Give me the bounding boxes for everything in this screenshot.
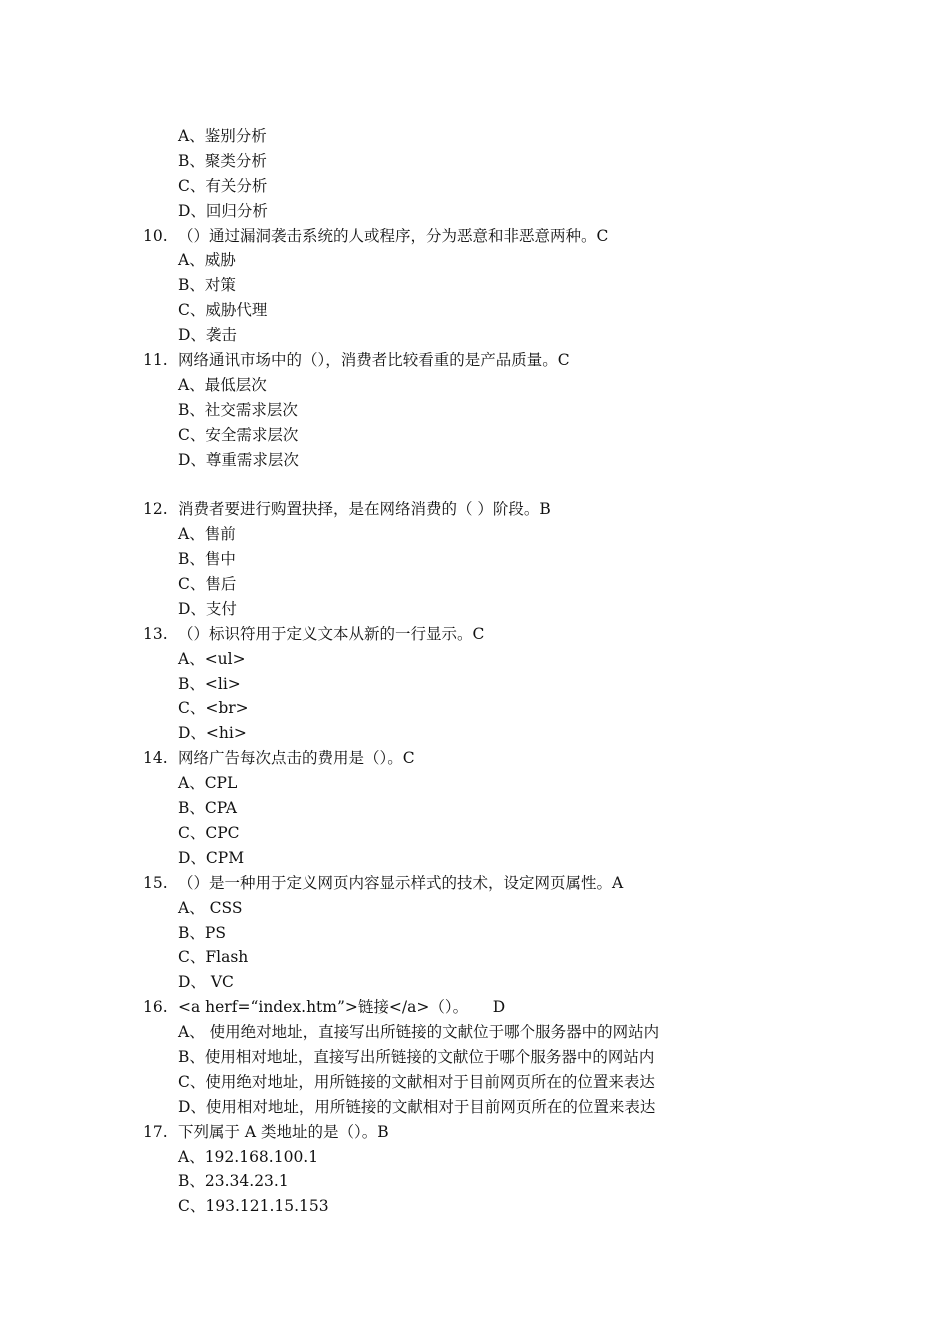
option: A、最低层次 xyxy=(178,375,267,394)
option: A、192.168.100.1 xyxy=(178,1147,319,1166)
option: D、支付 xyxy=(178,599,237,618)
question-number: 16. xyxy=(143,998,168,1017)
option: C、193.121.15.153 xyxy=(178,1197,329,1216)
option: B、对策 xyxy=(178,276,236,295)
question-number: 11. xyxy=(143,351,168,370)
question-number: 17. xyxy=(143,1122,168,1141)
question-10 xyxy=(143,224,863,249)
option: A、CPL xyxy=(178,774,238,793)
option: C、Flash xyxy=(178,948,249,967)
option: D、<hi> xyxy=(178,724,247,743)
option: D、CPM xyxy=(178,848,245,867)
question-text: 网络广告每次点击的费用是（）。C xyxy=(178,749,415,768)
option: D、 VC xyxy=(178,973,234,992)
blank-line xyxy=(143,472,863,497)
question-list xyxy=(143,124,863,1219)
question-17 xyxy=(143,1120,863,1145)
question-text: （）是一种用于定义网页内容显示样式的技术，设定网页属性。A xyxy=(178,873,624,892)
option: B、使用相对地址，直接写出所链接的文献位于哪个服务器中的网站内 xyxy=(178,1047,655,1066)
question-number: 10. xyxy=(143,226,168,245)
option: B、社交需求层次 xyxy=(178,400,298,419)
option: A、威胁 xyxy=(178,251,236,270)
option: D、尊重需求层次 xyxy=(178,450,299,469)
option: B、售中 xyxy=(178,550,236,569)
option: D、使用相对地址，用所链接的文献相对于目前网页所在的位置来表达 xyxy=(178,1097,656,1116)
option: C、<br> xyxy=(178,699,249,718)
option: C、有关分析 xyxy=(178,176,268,195)
option: B、聚类分析 xyxy=(178,151,267,170)
option: A、 CSS xyxy=(178,898,243,917)
option: B、23.34.23.1 xyxy=(178,1172,289,1191)
option: B、<li> xyxy=(178,674,241,693)
question-15 xyxy=(143,871,863,896)
question-14 xyxy=(143,746,863,771)
option: C、CPC xyxy=(178,823,240,842)
question-text: 消费者要进行购置抉择，是在网络消费的（ ）阶段。B xyxy=(178,500,551,519)
option: A、鉴别分析 xyxy=(178,127,267,145)
option: A、 使用绝对地址，直接写出所链接的文献位于哪个服务器中的网站内 xyxy=(178,1023,660,1042)
question-text: 网络通讯市场中的（），消费者比较看重的是产品质量。C xyxy=(178,351,570,370)
option: C、使用绝对地址，用所链接的文献相对于目前网页所在的位置来表达 xyxy=(178,1072,655,1091)
question-number: 12. xyxy=(143,500,168,519)
question-text: 下列属于 A 类地址的是（）。B xyxy=(178,1122,389,1141)
option: A、<ul> xyxy=(178,649,246,668)
question-number: 13. xyxy=(143,624,168,643)
option: C、安全需求层次 xyxy=(178,425,299,444)
option: C、售后 xyxy=(178,575,237,594)
question-number: 15. xyxy=(143,873,168,892)
question-text: <a herf=“index.htm”>链接</a>（）。 D xyxy=(178,998,506,1017)
question-number: 14. xyxy=(143,749,168,768)
option: B、CPA xyxy=(178,799,237,818)
question-text: （）通过漏洞袭击系统的人或程序，分为恶意和非恶意两种。C xyxy=(178,226,609,245)
question-13 xyxy=(143,622,863,647)
option: A、售前 xyxy=(178,525,236,544)
option: D、回归分析 xyxy=(178,201,268,220)
question-text: （）标识符用于定义文本从新的一行显示。C xyxy=(178,624,485,643)
option: B、PS xyxy=(178,923,226,942)
question-11 xyxy=(143,348,863,373)
question-16 xyxy=(143,995,863,1020)
option: D、袭击 xyxy=(178,326,237,345)
question-12 xyxy=(143,497,863,522)
option: C、威胁代理 xyxy=(178,301,268,320)
